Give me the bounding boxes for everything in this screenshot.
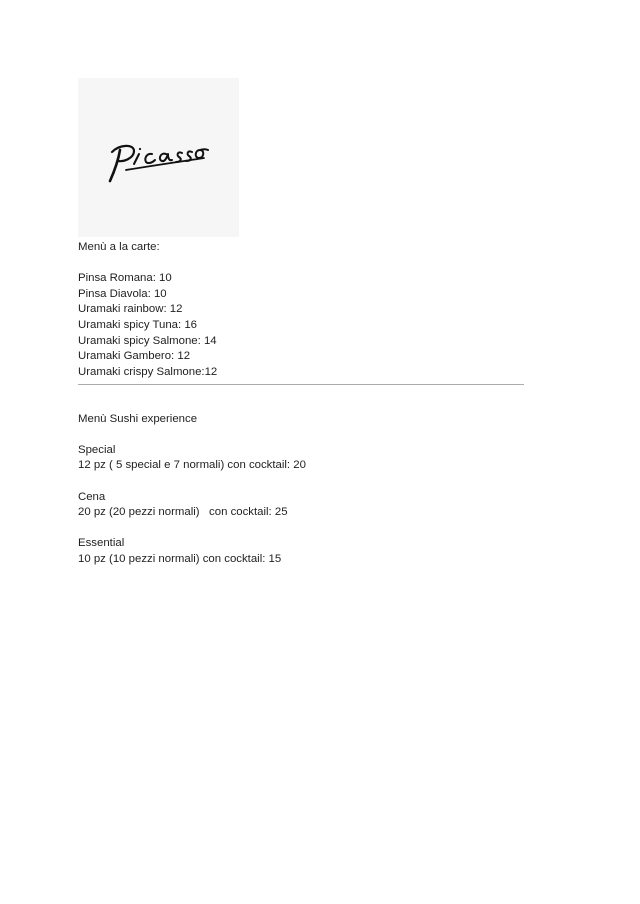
carte-item: Uramaki spicy Salmone: 14 (78, 334, 217, 347)
divider-line: ————————————————————————————————————————————————————————————————————————————————— (78, 382, 524, 389)
carte-item: Uramaki rainbow: 12 (78, 303, 183, 316)
menu-content (78, 240, 558, 567)
sushi-option-name: Essential (78, 537, 125, 550)
spacer (78, 521, 558, 537)
carte-item: Uramaki crispy Salmone:12 (78, 365, 218, 378)
sushi-option-name: Cena (78, 490, 106, 503)
logo-image (78, 78, 239, 237)
sushi-option-name: Special (78, 443, 116, 456)
carte-item: Uramaki Gambero: 12 (78, 350, 191, 363)
carte-item: Pinsa Romana: 10 (78, 272, 172, 285)
sushi-option-detail: 12 pz ( 5 special e 7 normali) con cocktail: 20 (78, 459, 306, 472)
sushi-option-detail: 20 pz (20 pezzi normali) con cocktail: 25 (78, 506, 288, 519)
sushi-option-detail: 10 pz (10 pezzi normali) con cocktail: 15 (78, 552, 282, 565)
picasso-signature-logo-icon (78, 78, 239, 237)
spacer (78, 396, 558, 412)
spacer (78, 427, 558, 443)
carte-title: Menù a la carte: (78, 241, 160, 253)
carte-item: Uramaki spicy Tuna: 16 (78, 318, 198, 331)
spacer (78, 256, 558, 272)
carte-item: Pinsa Diavola: 10 (78, 287, 167, 300)
sushi-title: Menù Sushi experience (78, 412, 198, 425)
spacer (78, 474, 558, 490)
